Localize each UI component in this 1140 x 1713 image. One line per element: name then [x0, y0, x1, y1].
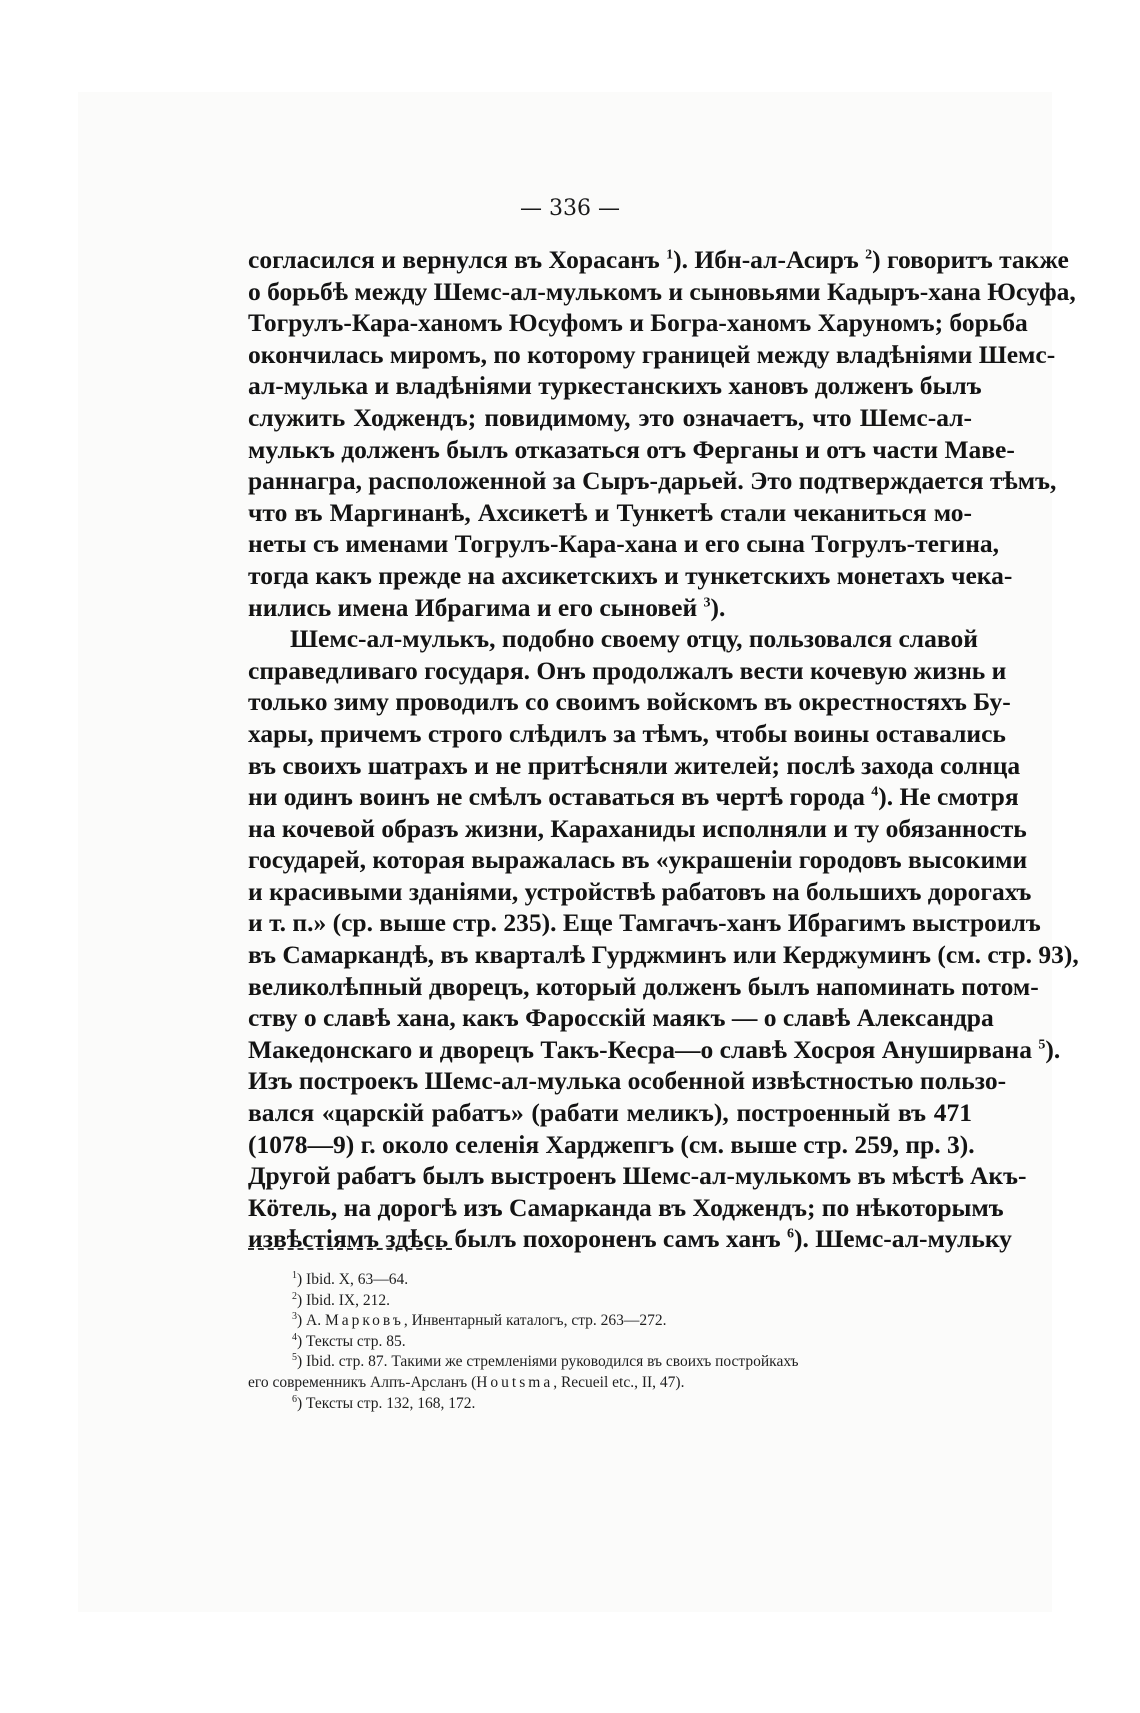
text-line [248, 655, 1007, 687]
footnote-mark: 3 [292, 1311, 297, 1323]
line-text: окончилась миромъ, по которому границей между владѣніями Шемс- [248, 339, 1056, 369]
footnote-mark: 1 [292, 1269, 297, 1281]
page-number: — 336 — [520, 196, 620, 221]
line-text-tail: ) говоритъ также [872, 245, 1069, 274]
line-text: Другой рабатъ былъ выстроенъ Шемс-ал-мулькомъ въ мѣстѣ Акъ- [248, 1161, 1027, 1191]
line-text: Тогрулъ-Кара-ханомъ Юсуфомъ и Богра-ханомъ Харуномъ; борьба [248, 308, 1028, 338]
line-text: въ Самаркандѣ, въ кварталѣ Гурджминъ или Керджуминъ (см. стр. 93), [248, 940, 1079, 970]
footnote-ref: 6 [787, 1226, 795, 1242]
text-line [248, 623, 978, 655]
line-text: великолѣпный дворецъ, который долженъ былъ напоминать потом- [248, 971, 1039, 1001]
text-line [248, 434, 1015, 466]
text-line [248, 1160, 1027, 1192]
line-text-tail: ). Ибн-ал-Асиръ [673, 245, 866, 274]
line-text: государей, которая выражалась въ «украшеніи городовъ высокими [248, 845, 1028, 875]
footnote-text: ) Тексты стр. 85. [297, 1332, 406, 1350]
line-text: хары, причемъ строго слѣдилъ за тѣмъ, чтобы воины оставались [248, 718, 1006, 748]
footnote [248, 1291, 972, 1312]
line-text: (1078—9) г. около селенія Харджепгъ (см. выше стр. 259, пр. 3). [248, 1129, 975, 1159]
text-line [248, 497, 972, 529]
line-text: неты съ именами Тогрулъ-Кара-хана и его сына Тогрулъ-тегина, [248, 529, 1000, 559]
line-text: Шемс-ал-мулькъ, подобно своему отцу, пользовался славой [290, 624, 978, 654]
footnote-ref: 3 [703, 595, 711, 611]
author-name: Houtsma [476, 1373, 554, 1391]
line-text: Македонскаго и дворецъ Такъ-Кесра—о славѣ Хосроя Ануширвана [248, 1034, 1039, 1064]
text-line [248, 592, 972, 624]
text-line [248, 750, 1021, 782]
text-line [248, 813, 1027, 845]
line-text: только зиму проводилъ со своимъ войскомъ въ окрестностяхъ Бу- [248, 687, 1011, 717]
text-line [248, 1002, 994, 1034]
line-text: извѣстіямъ здѣсь былъ похороненъ самъ ханъ [248, 1224, 788, 1254]
footnote-text-rest: , Recueil etc., II, 47). [553, 1373, 685, 1391]
text-line [248, 307, 1028, 339]
footnote [248, 1311, 972, 1332]
text-line [248, 1034, 1061, 1066]
line-text: Изъ построекъ Шемс-ал-мулька особенной извѣстностью пользо- [248, 1066, 1007, 1096]
text-line [248, 1223, 1012, 1255]
text-line [248, 465, 1057, 497]
text-line [248, 276, 1076, 308]
footnotes [248, 1270, 972, 1414]
text-line [248, 528, 1000, 560]
text-line [248, 876, 1032, 908]
line-text: Кӧтель, на дорогѣ изъ Самарканда въ Ходжендъ; по нѣкоторымъ [248, 1192, 1004, 1222]
text-line [248, 907, 1041, 939]
line-text-tail: ). Шемс-ал-мульку [794, 1224, 1012, 1254]
text-line [248, 1192, 1004, 1224]
text-line [248, 844, 1028, 876]
line-text: справедливаго государя. Онъ продолжалъ вести кочевую жизнь и [248, 655, 1007, 685]
line-text: мулькъ долженъ былъ отказаться отъ Ферганы и отъ части Маве- [248, 434, 1015, 464]
line-text: тогда какъ прежде на ахсикетскихъ и тункетскихъ монетахъ чека- [248, 560, 1013, 590]
footnote [248, 1394, 972, 1415]
footnote-ref: 1 [666, 247, 674, 263]
text-line [248, 339, 1056, 371]
line-text: нились имена Ибрагима и его сыновей [248, 592, 704, 622]
text-line [248, 1097, 972, 1129]
line-text: ни одинъ воинъ не смѣлъ оставаться въ чертѣ города [248, 782, 872, 812]
text-line [248, 686, 1011, 718]
footnote-mark: 5 [292, 1352, 297, 1364]
footnote [248, 1270, 972, 1291]
line-text: согласился и вернулся въ Хорасанъ [248, 245, 667, 274]
footnote-text-rest: , Инвентарный каталогъ, стр. 263—272. [403, 1312, 667, 1330]
footnote-separator [248, 1248, 452, 1250]
footnote-ref: 2 [865, 247, 873, 263]
footnote-mark: 4 [292, 1331, 297, 1343]
footnote-text: его современникъ Алпъ-Арсланъ ( [248, 1373, 477, 1391]
author-name: Марковъ [324, 1312, 404, 1330]
text-line [248, 939, 1079, 971]
body-text [248, 244, 1079, 1255]
footnote-text: ) Ibid. стр. 87. Такими же стремленіями руководился въ своихъ постройкахъ [297, 1353, 799, 1371]
line-text: вался «царскій рабатъ» (рабати меликъ), построенный въ 471 [248, 1098, 972, 1128]
line-text: на кочевой образъ жизни, Караханиды исполняли и ту обязанность [248, 813, 1027, 843]
line-text-tail: ). [710, 592, 726, 622]
text-line [248, 1129, 975, 1161]
line-text: что въ Маргинанѣ, Ахсикетѣ и Тункетѣ стали чеканиться мо- [248, 497, 972, 527]
line-text-tail: ). [1045, 1034, 1061, 1064]
text-line [248, 560, 1013, 592]
text-line [248, 718, 1006, 750]
text-line [248, 971, 1039, 1003]
footnote-ref: 5 [1038, 1037, 1046, 1053]
footnote-text: ) Ibid. X, 63—64. [297, 1271, 409, 1288]
text-line [248, 370, 982, 402]
footnote [248, 1373, 972, 1394]
line-text: въ своихъ шатрахъ и не притѣсняли жителей; послѣ захода солнца [248, 750, 1021, 780]
line-text: и красивыми зданіями, устройствѣ рабатовъ на большихъ дорогахъ [248, 876, 1032, 906]
line-text: и т. п.» (ср. выше стр. 235). Еще Тамгачъ-ханъ Ибрагимъ выстроилъ [248, 908, 1041, 938]
footnote-text: ) А. [297, 1312, 325, 1330]
text-line [248, 402, 972, 434]
footnote-ref: 4 [871, 784, 879, 800]
text-line [248, 1065, 1007, 1097]
text-line [248, 781, 1019, 813]
footnote-text: ) Ibid. IX, 212. [297, 1291, 390, 1309]
line-text-tail: ). Не смотря [878, 782, 1019, 812]
line-text: ству о славѣ хана, какъ Фаросскій маякъ — о славѣ Александра [248, 1003, 994, 1033]
line-text: о борьбѣ между Шемс-ал-мулькомъ и сыновьями Кадыръ-хана Юсуфа, [248, 276, 1076, 306]
footnote [248, 1352, 972, 1373]
footnote-mark: 6 [292, 1393, 297, 1405]
line-text: раннагра, расположенной за Сыръ-дарьей. Это подтверждается тѣмъ, [248, 466, 1057, 496]
text-line [248, 244, 1069, 276]
line-text: служить Ходжендъ; повидимому, это означаетъ, что Шемс-ал- [248, 402, 972, 432]
footnote-mark: 2 [292, 1290, 297, 1302]
footnote [248, 1332, 972, 1353]
line-text: ал-мулька и владѣніями туркестанскихъ хановъ долженъ былъ [248, 371, 982, 401]
footnote-text: ) Тексты стр. 132, 168, 172. [297, 1394, 476, 1412]
